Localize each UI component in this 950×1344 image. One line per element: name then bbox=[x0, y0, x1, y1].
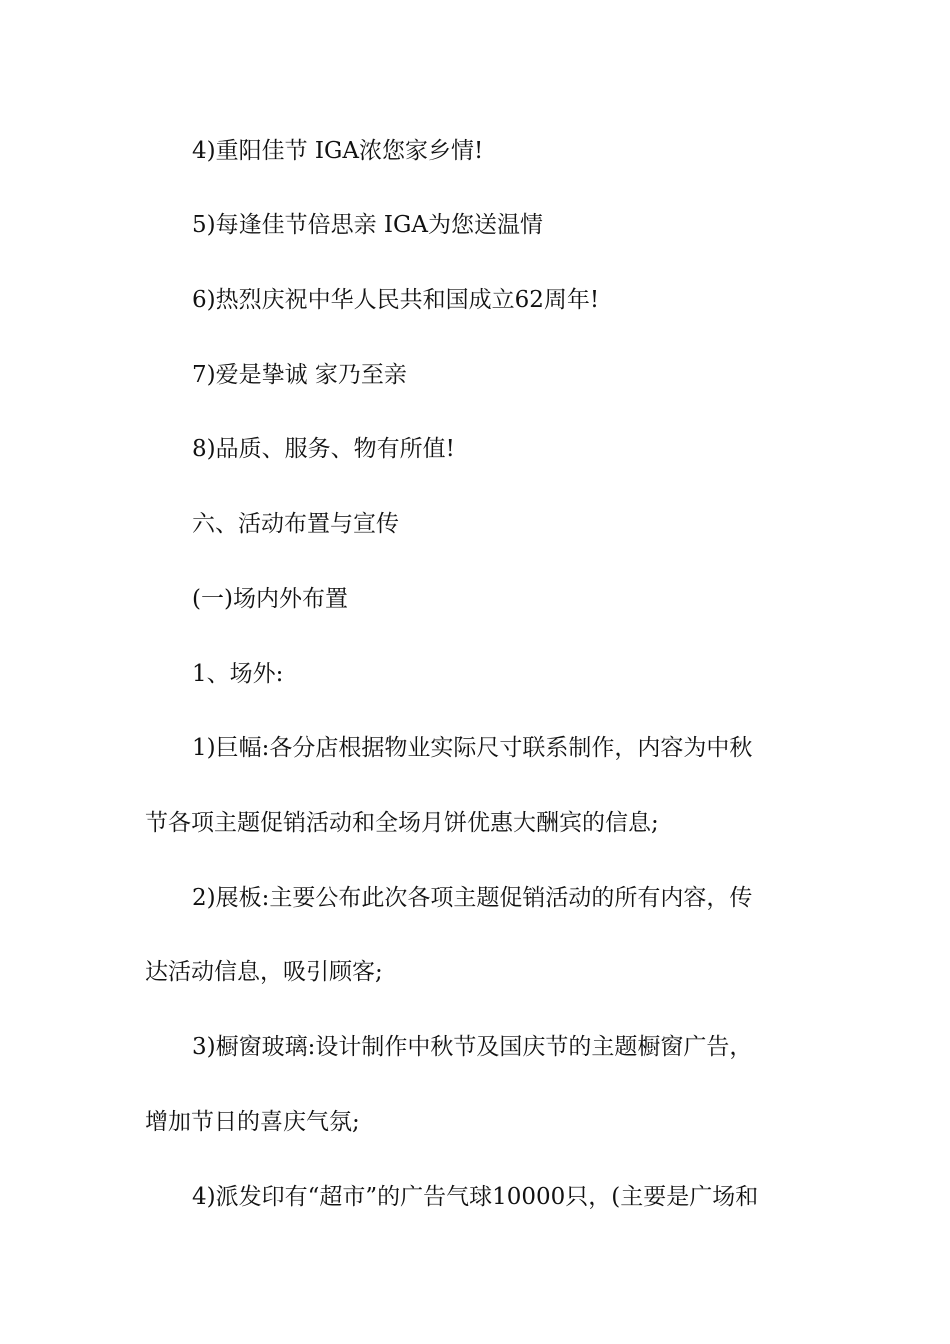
item-heading: 1、场外: bbox=[192, 661, 284, 687]
paragraph-line: 增加节日的喜庆气氛; bbox=[145, 1109, 360, 1135]
paragraph-line: 达活动信息，吸引顾客; bbox=[145, 959, 383, 985]
paragraph-line: 节各项主题促销活动和全场月饼优惠大酬宾的信息; bbox=[145, 810, 659, 836]
paragraph-line: 3)橱窗玻璃:设计制作中秋节及国庆节的主题橱窗广告， bbox=[192, 1034, 753, 1060]
subsection-heading: (一)场内外布置 bbox=[192, 586, 348, 612]
slogan-line: 7)爱是挚诚 家乃至亲 bbox=[192, 362, 407, 388]
section-heading: 六、活动布置与宣传 bbox=[192, 511, 399, 537]
paragraph-line: 4)派发印有“超市”的广告气球10000只，(主要是广场和 bbox=[192, 1184, 759, 1210]
slogan-line: 6)热烈庆祝中华人民共和国成立62周年! bbox=[192, 287, 600, 313]
slogan-line: 5)每逢佳节倍思亲 IGA为您送温情 bbox=[192, 212, 543, 238]
slogan-line: 8)品质、服务、物有所值! bbox=[192, 436, 455, 462]
slogan-line: 4)重阳佳节 IGA浓您家乡情! bbox=[192, 138, 484, 164]
paragraph-line: 2)展板:主要公布此次各项主题促销活动的所有内容，传 bbox=[192, 885, 753, 911]
paragraph-line: 1)巨幅:各分店根据物业实际尺寸联系制作，内容为中秋 bbox=[192, 735, 753, 761]
